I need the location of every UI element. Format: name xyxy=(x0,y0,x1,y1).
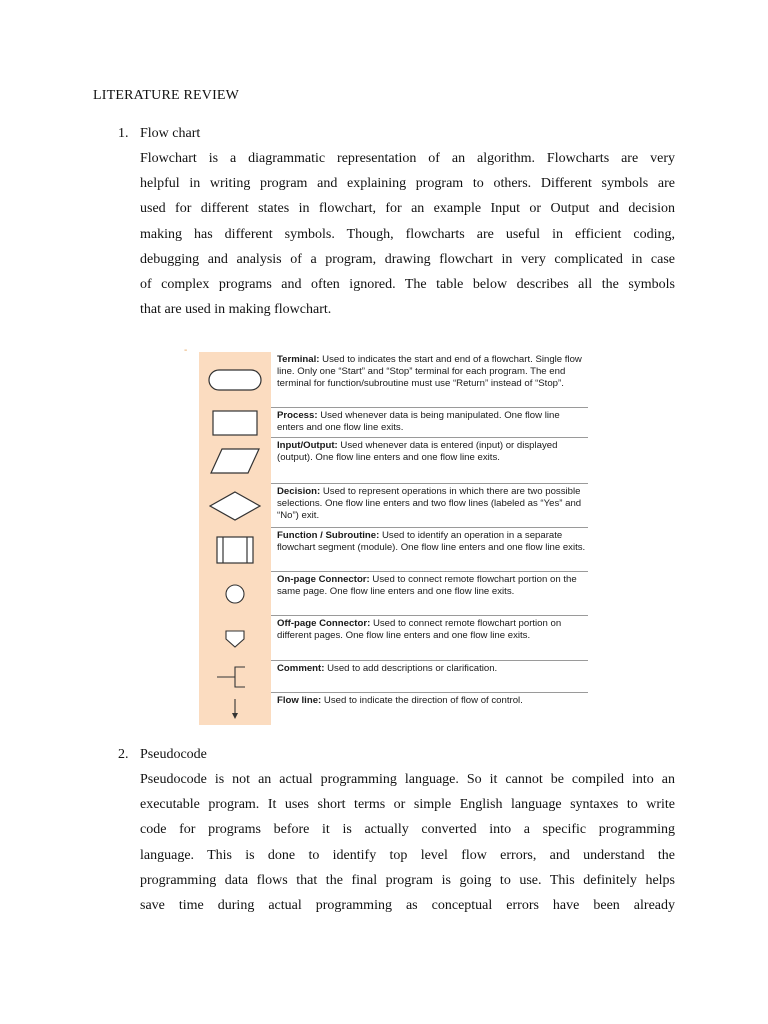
table-row xyxy=(199,484,588,528)
table-row xyxy=(199,661,588,693)
terminal-icon xyxy=(208,369,262,391)
text-line: save time during actual programming as conceptual errors have been already xyxy=(140,898,675,914)
document-heading: LITERATURE REVIEW xyxy=(93,88,240,103)
text-line: Flowchart is a diagrammatic representation of an algorithm. Flowcharts are very xyxy=(140,151,675,166)
symbol-description: Used to add descriptions or clarification. xyxy=(324,663,498,674)
input-output-icon xyxy=(210,448,260,474)
symbol-term: Off-page Connector: xyxy=(277,618,371,629)
symbol-term: Terminal: xyxy=(277,354,320,365)
text-line: language. This is done to identify top level flow errors, and understand the xyxy=(140,847,675,863)
text-line: making has different symbols. Though, flowcharts are useful in efficient coding, xyxy=(140,226,675,242)
table-row xyxy=(199,616,588,661)
table-row xyxy=(199,693,588,725)
text-line: debugging and analysis of a program, drawing flowchart in very complicated in case xyxy=(140,251,675,267)
table-row xyxy=(199,528,588,572)
symbol-term: Comment: xyxy=(277,663,325,674)
symbol-description: Used to identify an operation in a separate flowchart segment (module). One flow line enters and one flow line exits. xyxy=(277,530,586,554)
list-item-title xyxy=(118,747,207,763)
section-title: Pseudocode xyxy=(140,747,207,762)
subroutine-icon xyxy=(216,536,254,564)
flowchart-symbol-table xyxy=(199,352,588,725)
off-page-connector-icon xyxy=(224,629,246,649)
table-row xyxy=(199,352,588,408)
text-line: of complex programs and often ignored. The table below describes all the symbols xyxy=(140,277,675,293)
symbol-term: Flow line: xyxy=(277,695,322,706)
symbol-description: Used to connect remote flowchart portion on the same page. One flow line enters and one flow line exits. xyxy=(277,574,577,598)
figure-tick-mark: - xyxy=(184,345,188,356)
text-line: Pseudocode is not an actual programming language. So it cannot be compiled into an xyxy=(140,772,675,787)
symbol-term: On-page Connector: xyxy=(277,574,370,585)
symbol-description: Used to indicates the start and end of a flowchart. Single flow line. Only one “Start” and “Stop” terminal for each program. The end terminal for function/subroutine must use “Return” instead of “Stop”. xyxy=(277,354,582,390)
symbol-term: Function / Subroutine: xyxy=(277,530,380,541)
paragraph xyxy=(140,767,675,918)
comment-icon xyxy=(215,664,255,690)
decision-icon xyxy=(209,491,261,521)
section-title: Flow chart xyxy=(140,126,201,141)
symbol-term: Decision: xyxy=(277,486,321,497)
symbol-description: Used to connect remote flowchart portion on different pages. One flow line enters and one flow line exits. xyxy=(277,618,562,642)
symbol-description: Used to represent operations in which there are two possible selections. One flow line enters and two flow lines (labeled as “Yes” and “No”) exit. xyxy=(277,486,582,522)
symbol-description: Used to indicate the direction of flow of control. xyxy=(321,695,523,706)
table-row xyxy=(199,572,588,616)
list-number: 1. xyxy=(118,126,129,141)
list-item-title xyxy=(118,126,200,142)
text-line: helpful in writing program and explaining program to others. Different symbols are xyxy=(140,176,675,192)
on-page-connector-icon xyxy=(224,583,246,605)
process-icon xyxy=(212,410,258,436)
table-row xyxy=(199,408,588,438)
list-number: 2. xyxy=(118,747,129,762)
text-line: used for different states in flowchart, for an example Input or Output and decision xyxy=(140,201,675,217)
symbol-description: Used whenever data is entered (input) or displayed (output). One flow line enters and one flow line exits. xyxy=(277,440,558,464)
paragraph xyxy=(140,146,675,322)
text-line: that are used in making flowchart. xyxy=(140,302,332,318)
symbol-description: Used whenever data is being manipulated. One flow line enters and one flow line exits. xyxy=(277,410,560,434)
flow-line-icon xyxy=(229,697,241,721)
text-line: code for programs before it is actually converted into a specific programming xyxy=(140,822,675,838)
table-row xyxy=(199,438,588,484)
symbol-term: Process: xyxy=(277,410,318,421)
symbol-term: Input/Output: xyxy=(277,440,338,451)
text-line: executable program. It uses short terms or simple English language syntaxes to write xyxy=(140,797,675,813)
text-line: programming data flows that the final program is going to use. This definitely helps xyxy=(140,872,675,888)
